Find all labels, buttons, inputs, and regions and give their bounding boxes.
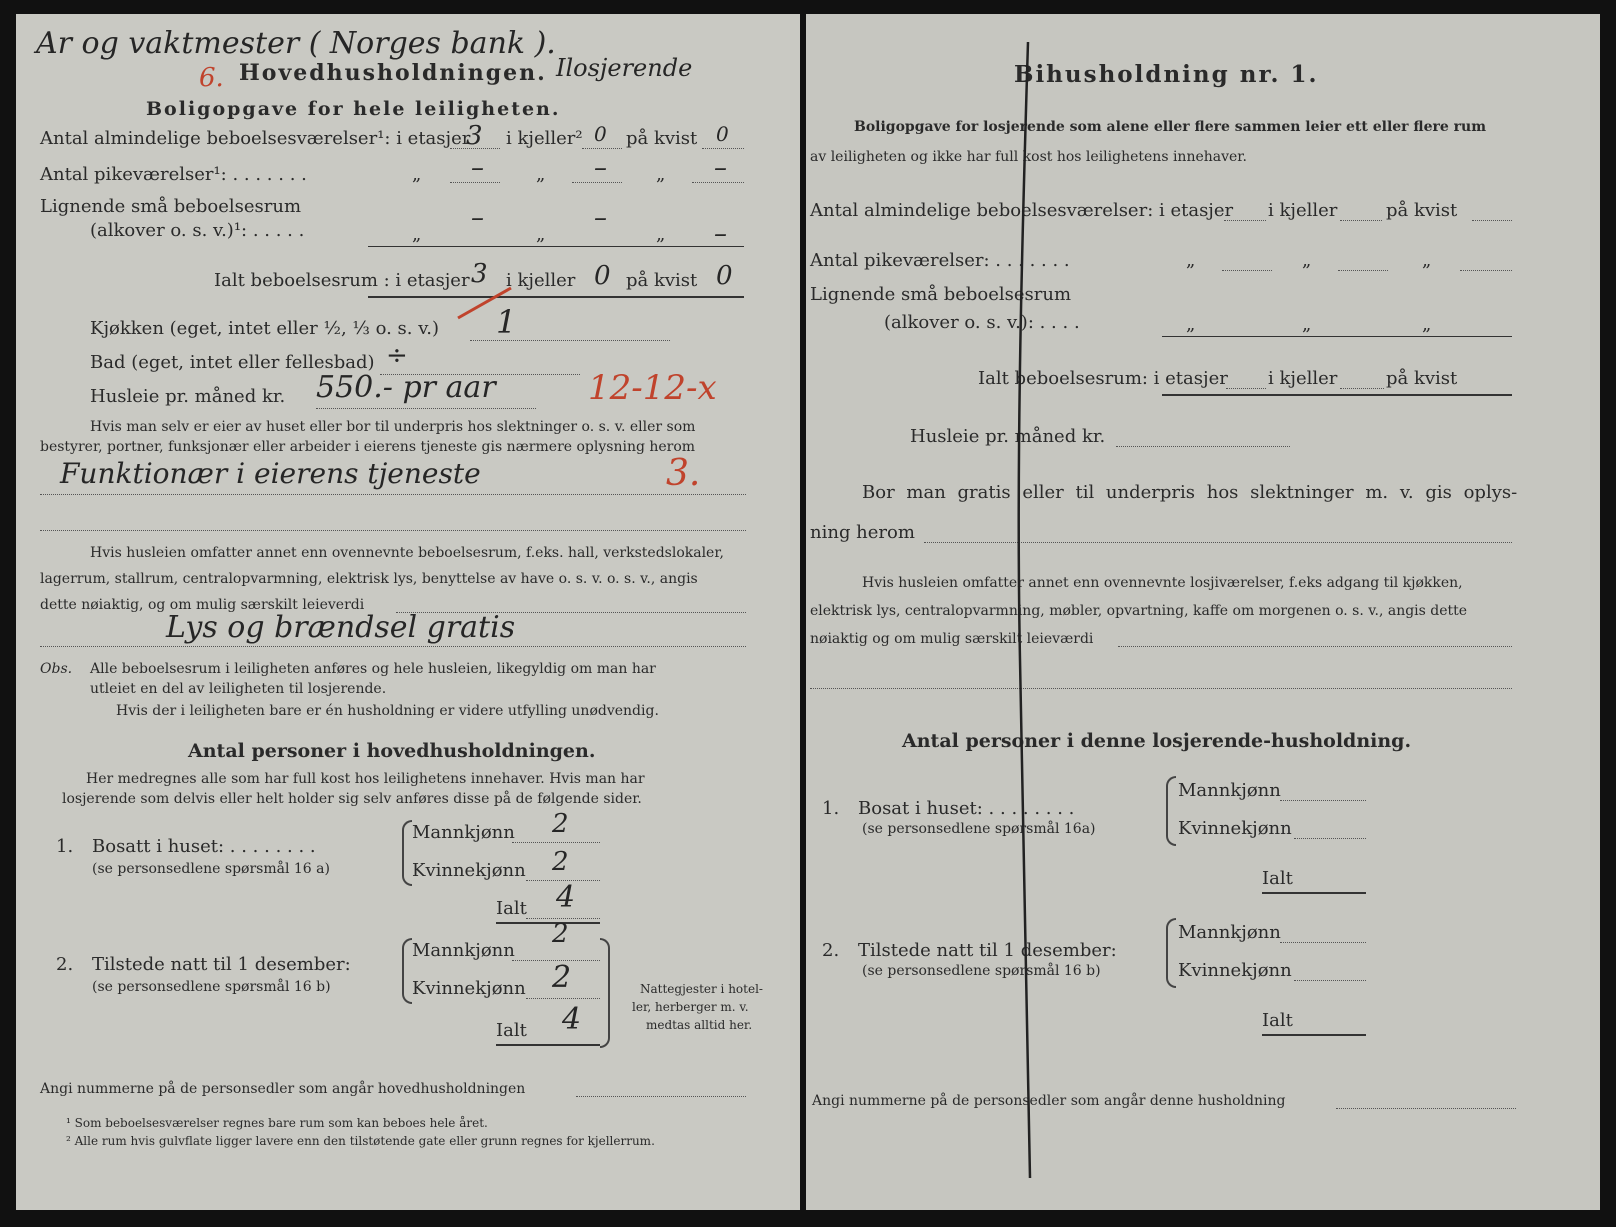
right-q2-sub: (se personsedlene spørsmål 16 b) xyxy=(862,963,1101,979)
right-total-line-1 xyxy=(1226,388,1266,389)
total-etasjer-value: 3 xyxy=(471,259,488,289)
right-rent-line xyxy=(1116,446,1290,447)
right-pike-quote-1: „ xyxy=(1186,250,1196,271)
right-rooms-kvist: på kvist xyxy=(1386,200,1458,221)
q1-total-label: Ialt xyxy=(496,898,527,919)
total-kjeller-value: 0 xyxy=(594,261,611,291)
right-q2-male-line xyxy=(1280,942,1366,943)
pike-quote-3: „ xyxy=(656,164,666,185)
owner-value: Funktionær i eierens tjeneste xyxy=(60,457,481,490)
right-q1-female-line xyxy=(1294,838,1366,839)
right-q2-ialt: Ialt xyxy=(1262,1010,1293,1031)
page-subtitle: Boligopgave for hele leiligheten. xyxy=(146,98,561,120)
right-total-label: Ialt beboelsesrum: i etasjer xyxy=(978,368,1228,389)
right-rent-label: Husleie pr. måned kr. xyxy=(910,426,1106,447)
right-q1-sub: (se personsedlene spørsmål 16a) xyxy=(862,821,1096,837)
right-pike-quote-2: „ xyxy=(1302,250,1312,271)
owner-line-2 xyxy=(40,530,746,531)
bath-label: Bad (eget, intet eller fellesbad) xyxy=(90,352,375,373)
right-q1-brace xyxy=(1166,776,1176,846)
footnote-1: ¹ Som beboelsesværelser regnes bare rum som kan beboes hele året. xyxy=(66,1116,488,1130)
right-extra-line-1 xyxy=(1118,646,1512,647)
right-extra-1: Hvis husleien omfatter annet enn ovennevnte losjiværelser, f.eks adgang til kjøkken, xyxy=(862,575,1463,591)
extra-note-2: lagerrum, stallrum, centralopvarmning, elektrisk lys, benyttelse av have o. s. v. o. s. v., angis xyxy=(40,571,698,587)
page-title: Hovedhusholdningen. xyxy=(239,60,547,86)
right-pike-line-3 xyxy=(1460,270,1512,271)
small-quote-1: „ xyxy=(412,224,422,245)
right-q2-female-line xyxy=(1294,980,1366,981)
pike-kjeller-value: – xyxy=(594,153,607,183)
right-rooms-kjeller-line xyxy=(1340,220,1382,221)
right-intro-1: Boligopgave for losjerende som alene eller flere sammen leier ett eller flere rum xyxy=(854,119,1487,135)
persons-note-1: Her medregnes alle som har full kost hos leilighetens innehaver. Hvis man har xyxy=(86,771,645,787)
rooms-kjeller-value: 0 xyxy=(594,122,607,146)
rooms-kvist-value: 0 xyxy=(716,122,729,146)
q1-total-underline xyxy=(496,922,600,924)
angi-label: Angi nummerne på de personsedler som angår hovedhusholdningen xyxy=(40,1081,526,1097)
small-rooms-label-1: Lignende små beboelsesrum xyxy=(40,196,302,217)
right-intro-2: av leiligheten og ikke har full kost hos leilighetens innehaver. xyxy=(810,149,1247,165)
q2-sub: (se personsedlene spørsmål 16 b) xyxy=(92,979,331,995)
q2-female-line xyxy=(526,998,600,999)
right-q2-total-underline xyxy=(1262,1034,1366,1036)
q1-sub: (se personsedlene spørsmål 16 a) xyxy=(92,861,330,877)
q2-right-brace xyxy=(600,938,610,1048)
small-rooms-dash-1: – xyxy=(471,203,484,233)
right-gratis-2: ning herom xyxy=(810,522,915,543)
q1-male-value: 2 xyxy=(552,809,569,839)
q1-number: 1. xyxy=(56,836,74,857)
rent-value: 550.- pr aar xyxy=(316,370,496,405)
right-q2-brace xyxy=(1166,918,1176,988)
right-q1-ialt: Ialt xyxy=(1262,868,1293,889)
pencil-strike-line xyxy=(1014,40,1044,1180)
right-small-label-1: Lignende små beboelsesrum xyxy=(810,284,1072,305)
q2-total-label: Ialt xyxy=(496,1020,527,1041)
total-kvist-value: 0 xyxy=(716,261,733,291)
obs-line-2: utleiet en del av leiligheten til losjerende. xyxy=(90,681,387,697)
right-small-label-2: (alkover o. s. v.): . . . . xyxy=(884,312,1080,333)
right-pike-quote-3: „ xyxy=(1422,250,1432,271)
bath-value: ÷ xyxy=(386,341,408,371)
right-extra-3: nøiaktig og om mulig særskilt leieværdi xyxy=(810,631,1094,647)
footnote-2: ² Alle rum hvis gulvflate ligger lavere enn den tilstøtende gate eller grunn regnes for kjellerrum. xyxy=(66,1134,655,1148)
rooms-etasjer-value: 3 xyxy=(466,121,483,151)
right-q2-female: Kvinnekjønn xyxy=(1178,960,1292,981)
pike-quote-1: „ xyxy=(412,164,422,185)
owner-note-1: Hvis man selv er eier av huset eller bor til underpris hos slektninger o. s. v. eller som xyxy=(90,419,696,435)
right-gratis-line xyxy=(924,542,1512,543)
kitchen-label: Kjøkken (eget, intet eller ½, ⅓ o. s. v.) xyxy=(90,318,439,339)
handwritten-occupation: Ar og vaktmester ( Norges bank ). xyxy=(36,26,556,61)
total-kvist-label: på kvist xyxy=(626,270,698,291)
kitchen-value: 1 xyxy=(496,303,517,341)
obs-label: Obs. xyxy=(40,661,73,677)
right-q1-male: Mannkjønn xyxy=(1178,780,1281,801)
right-q2-number: 2. xyxy=(822,940,840,961)
right-q1-total-underline xyxy=(1262,892,1366,894)
pike-label: Antal pikeværelser¹: . . . . . . . xyxy=(40,164,307,185)
right-q1-number: 1. xyxy=(822,798,840,819)
persons-note-2: losjerende som delvis eller helt holder sig selv anføres disse på de følgende sider. xyxy=(62,791,642,807)
rooms-label: Antal almindelige beboelsesværelser¹: i etasjer xyxy=(40,128,471,149)
right-small-quote-1: „ xyxy=(1186,314,1196,335)
small-rooms-label-2: (alkover o. s. v.)¹: . . . . . xyxy=(90,220,305,241)
obs-line-3: Hvis der i leiligheten bare er én husholdning er videre utfylling unødvendig. xyxy=(116,703,659,719)
pike-quote-2: „ xyxy=(536,164,546,185)
right-angi-label: Angi nummerne på de personsedler som angår denne husholdning xyxy=(812,1093,1286,1109)
right-small-quote-3: „ xyxy=(1422,314,1432,335)
right-total-kjeller: i kjeller xyxy=(1268,368,1338,389)
right-pike-line-2 xyxy=(1338,270,1388,271)
q2-total-value: 4 xyxy=(562,1002,582,1037)
pike-kvist-value: – xyxy=(714,153,727,183)
pike-etasjer-value: – xyxy=(471,153,484,183)
small-rooms-dash-2: – xyxy=(594,203,607,233)
right-title: Bihusholdning nr. 1. xyxy=(1014,61,1319,88)
right-total-underline xyxy=(1162,394,1512,396)
total-rooms-label: Ialt beboelsesrum : i etasjer xyxy=(214,270,470,291)
rent-line xyxy=(316,408,536,409)
right-extra-line-2 xyxy=(810,688,1512,689)
guests-note-2: ler, herberger m. v. xyxy=(632,1000,749,1014)
q2-label: Tilstede natt til 1 desember: xyxy=(92,954,351,975)
right-angi-line xyxy=(1336,1108,1516,1109)
right-total-line-2 xyxy=(1340,388,1384,389)
right-q1-label: Bosat i huset: . . . . . . . . xyxy=(858,798,1075,819)
extra-value: Lys og brændsel gratis xyxy=(166,610,516,645)
extra-note-3: dette nøiaktig, og om mulig særskilt leieverdi xyxy=(40,597,365,613)
right-pike-line-1 xyxy=(1222,270,1272,271)
title-annotation: Ilosjerende xyxy=(556,54,693,82)
right-pike-label: Antal pikeværelser: . . . . . . . xyxy=(810,250,1070,271)
left-page-main-household xyxy=(16,14,800,1210)
persons-title: Antal personer i hovedhusholdningen. xyxy=(188,740,596,762)
right-q1-female: Kvinnekjønn xyxy=(1178,818,1292,839)
q1-label: Bosatt i huset: . . . . . . . . xyxy=(92,836,316,857)
rooms-kjeller-line xyxy=(582,148,622,149)
right-small-quote-2: „ xyxy=(1302,314,1312,335)
small-rooms-underline xyxy=(368,246,744,247)
right-total-kvist: på kvist xyxy=(1386,368,1458,389)
right-rooms-kjeller: i kjeller xyxy=(1268,200,1338,221)
right-small-underline xyxy=(1162,336,1512,337)
right-extra-2: elektrisk lys, centralopvarmning, møbler, opvartning, kaffe om morgenen o. s. v., angis dette xyxy=(810,603,1468,619)
owner-note-2: bestyrer, portner, funksjonær eller arbeider i eierens tjeneste gis nærmere oplysning herom xyxy=(40,439,696,455)
guests-note-1: Nattegjester i hotel- xyxy=(640,982,763,996)
right-gratis-1: Bor man gratis eller til underpris hos slektninger m. v. gis oplys- xyxy=(862,482,1518,503)
right-q1-male-line xyxy=(1280,800,1366,801)
right-q2-label: Tilstede natt til 1 desember: xyxy=(858,940,1117,961)
total-kjeller-label: i kjeller xyxy=(506,270,576,291)
right-rooms-etasjer-line xyxy=(1224,220,1266,221)
q2-female-label: Kvinnekjønn xyxy=(412,978,526,999)
rooms-kjeller-label: i kjeller² xyxy=(506,128,583,149)
q2-male-value: 2 xyxy=(552,919,569,949)
small-quote-2: „ xyxy=(536,224,546,245)
right-rooms-label: Antal almindelige beboelsesværelser: i etasjer xyxy=(810,200,1234,221)
guests-note-3: medtas alltid her. xyxy=(646,1018,753,1032)
owner-annotation: 3. xyxy=(666,453,701,494)
rooms-kvist-line xyxy=(702,148,744,149)
q1-female-label: Kvinnekjønn xyxy=(412,860,526,881)
small-quote-3: „ xyxy=(656,224,666,245)
household-number: 6. xyxy=(199,63,224,93)
extra-line-2 xyxy=(40,646,746,647)
q2-brace xyxy=(402,938,412,1004)
extra-note-1: Hvis husleien omfatter annet enn ovennevnte beboelsesrum, f.eks. hall, verkstedslokaler, xyxy=(90,545,724,561)
rent-annotation: 12-12-x xyxy=(588,368,717,408)
right-q2-male: Mannkjønn xyxy=(1178,922,1281,943)
q1-male-label: Mannkjønn xyxy=(412,822,515,843)
q1-brace xyxy=(402,820,412,886)
right-rooms-kvist-line xyxy=(1472,220,1512,221)
q2-number: 2. xyxy=(56,954,74,975)
right-persons-title: Antal personer i denne losjerende-husholdning. xyxy=(902,730,1412,752)
rooms-kvist-label: på kvist xyxy=(626,128,698,149)
q2-total-underline xyxy=(496,1044,600,1046)
angi-line xyxy=(576,1096,746,1097)
q1-male-line xyxy=(512,842,600,843)
q1-total-value: 4 xyxy=(556,880,576,915)
small-rooms-dash-3: – xyxy=(714,219,727,249)
total-rooms-underline xyxy=(368,296,744,298)
rent-label: Husleie pr. måned kr. xyxy=(90,386,286,407)
obs-line-1: Alle beboelsesrum i leiligheten anføres og hele husleien, likegyldig om man har xyxy=(90,661,656,677)
q1-female-value: 2 xyxy=(552,847,569,877)
owner-line-1 xyxy=(40,494,746,495)
q2-male-label: Mannkjønn xyxy=(412,940,515,961)
right-page-sub-household xyxy=(806,14,1600,1210)
q2-female-value: 2 xyxy=(552,960,572,995)
